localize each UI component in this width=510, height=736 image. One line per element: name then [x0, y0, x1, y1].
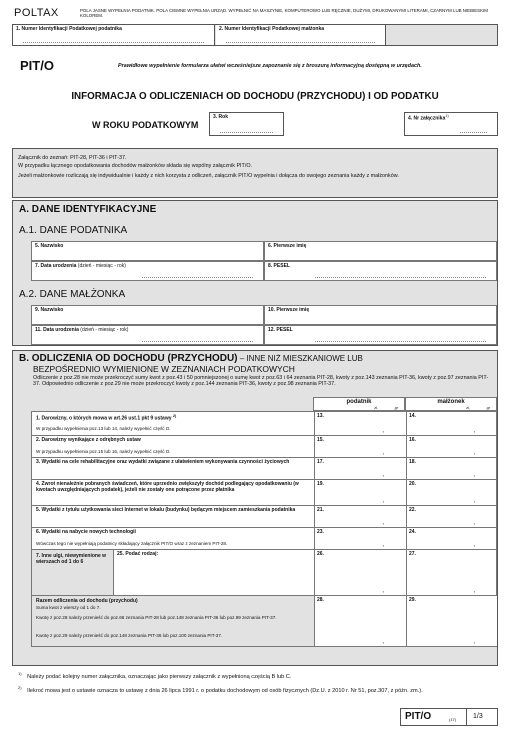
table-row	[32, 550, 496, 596]
amount-23[interactable]: 23. ,	[317, 529, 384, 548]
nip-spouse-field[interactable]: 2. Numer Identyfikacji Podatkowej małżonka	[216, 25, 386, 45]
amount-13[interactable]: 13. ,	[317, 413, 384, 434]
table-row-total: Razem odliczenia od dochodu (przychodu) Suma kwot z wierszy od 1 do 7. Kwotę z poz.28 należy przenieść do poz.66 zeznania PIT-28 lub poz.148 zeznania PIT-36 lub poz.99 zeznania PIT-37. Kwotę z poz.29 należy przenieść do poz.148 zeznania PIT-36 lub poz.100 zeznania PIT-37. 28. , 29. ,	[32, 596, 496, 646]
table-row: 2. Darowizny wynikające z odrębnych ustaw W przypadku wypełnienia poz.15 lub 16, należy wypełnić część D. 15. , 16. ,	[32, 436, 496, 458]
row7-label: 7. Inne ulgi, niewymienione w wierszach od 1 do 6	[36, 553, 107, 565]
section-b-title: B. ODLICZENIA OD DOCHODU (PRZYCHODU) – INNE NIŻ MIESZKANIOWE LUB	[19, 353, 363, 364]
amount-21[interactable]: 21. ,	[317, 507, 384, 526]
section-a2-title: A.2. DANE MAŁŻONKA	[19, 289, 126, 300]
footer-box	[400, 708, 498, 726]
spouse-pesel-field[interactable]: 12. PESEL	[264, 325, 497, 345]
spouse-first-name-field[interactable]: 10. Pierwsze imię	[264, 305, 497, 325]
deductions-table	[31, 411, 497, 647]
nip-box	[12, 24, 498, 46]
table-row: 5. Wydatki z tytułu użytkowania sieci Internet w lokalu (budynku) będącym miejscem zamieszkania podatnika 21. , 22. ,	[32, 506, 496, 528]
footer-version: (17)	[449, 717, 457, 722]
amount-19[interactable]: 19. ,	[317, 481, 384, 504]
section-a	[12, 200, 498, 346]
table-row: 3. Wydatki na cele rehabilitacyjne oraz wydatki związane z ułatwieniem wykonywania czynności życiowych 17. , 18. ,	[32, 458, 496, 480]
footnote-1: $^{1)}$ Należy podać kolejny numer załącznika, oznaczając jako pierwszy załącznik z wypełnioną częścią B lub C.	[18, 671, 292, 680]
table-row: 6. Wydatki na nabycie nowych technologii Wówczas tego nie wypełniają podatnicy składający załącznik PIT/O wraz z zeznaniem PIT-28. 23. , 24. ,	[32, 528, 496, 550]
amount-20[interactable]: 20. ,	[409, 481, 475, 504]
amount-27[interactable]: 27. ,	[409, 551, 475, 594]
intro-box: Załącznik do zeznań: PIT-28, PIT-36 i PIT-37. W przypadku łącznego opodatkowania dochodów małżonków składa się wspólny załącznik PIT/O. Jeżeli małżonkowie rozliczają się indywidualnie i każdy z nich korzysta z odliczeń, załącznik PIT/O wypełnia i dołącza do swojego zeznania każdy z małżonków.	[12, 148, 498, 198]
footer-form-code: PIT/O	[405, 711, 432, 722]
attachment-number-field[interactable]: 4. Nr załącznika$^{1)}$	[404, 112, 498, 136]
amount-28[interactable]: 28. ,	[315, 596, 406, 646]
other-deduction-type-field[interactable]: 25. Podać rodzaj:	[117, 551, 159, 557]
col-header-taxpayer: podatnik zł, gr	[313, 397, 405, 411]
table-row: 1. Darowizny, o których mowa w art.26 ust.1 pkt 9 ustawy $^{2)}$ W przypadku wypełnienia poz.13 lub 14, należy wypełnić część D. 13. , 14. ,	[32, 412, 496, 436]
year-label: W ROKU PODATKOWYM	[92, 120, 199, 130]
amount-24[interactable]: 24. ,	[409, 529, 475, 548]
amount-16[interactable]: 16. ,	[409, 437, 475, 456]
year-field[interactable]: 3. Rok	[209, 112, 284, 136]
form-instruction: Prawidłowe wypełnienie formularza ułatwi wcześniejsze zapoznanie się z broszurą informacyjną dostępną w urzędach.	[118, 63, 422, 69]
amount-18[interactable]: 18. ,	[409, 459, 475, 478]
first-name-field[interactable]: 6. Pierwsze imię	[264, 241, 497, 261]
table-row: 4. Zwrot nienależnie pobranych świadczeń, które uprzednio zwiększyły dochód podlegający opodatkowaniu (w kwotach uwzględniających podatek), jeżeli nie zostały one potrącone przez płatnika 19. , 20. ,	[32, 480, 496, 506]
nip-taxpayer-field[interactable]: 1. Numer Identyfikacji Podatkowej podatnika	[13, 25, 215, 45]
amount-26[interactable]: 26. ,	[317, 551, 384, 594]
section-a-title: A. DANE IDENTYFIKACYJNE	[19, 204, 157, 215]
form-code: PIT/O	[20, 58, 54, 73]
form-title: INFORMACJA O ODLICZENIACH OD DOCHODU (PRZYCHODU) I OD PODATKU	[71, 91, 439, 102]
section-b-desc: Odliczenie z poz.28 nie może przekroczyć sumy kwot z poz.43 i 50 pomniejszonej o sumę kwot z poz.63 i 64 zeznania PIT-28, kwoty z poz.143 zeznania PIT-36, kwoty z poz.97 zeznania PIT-37. Odpowiednio odliczenie z poz.29 nie może przekroczyć kwoty z poz.144 zeznania PIT-36, kwoty z poz.98 zeznania PIT-37.	[33, 375, 489, 388]
surname-field[interactable]: 5. Nazwisko	[31, 241, 264, 261]
page-number: 1/3	[473, 713, 483, 720]
spouse-surname-field[interactable]: 9. Nazwisko	[31, 305, 264, 325]
amount-17[interactable]: 17. ,	[317, 459, 384, 478]
pesel-field[interactable]: 8. PESEL	[264, 261, 497, 281]
spouse-birth-date-field[interactable]: 11. Data urodzenia (dzień - miesiąc - rok)	[31, 325, 264, 345]
amount-14[interactable]: 14. ,	[409, 413, 475, 434]
amount-15[interactable]: 15. ,	[317, 437, 384, 456]
amount-29[interactable]: 29. ,	[407, 596, 497, 646]
poltax-logo: POLTAX	[14, 7, 59, 19]
birth-date-field[interactable]: 7. Data urodzenia (dzień - miesiąc - rok)	[31, 261, 264, 281]
footnote-2: $^{2)}$ Ilekroć mowa jest o ustawie oznacza to ustawę z dnia 26 lipca 1991 r. o podatku dochodowym od osób fizycznych (Dz.U. z 2010 r. Nr 51, poz.307, z późn. zm.).	[18, 685, 423, 694]
header-note: POLA JASNE WYPEŁNIA PODATNIK. POLA CIEMNE WYPEŁNIA URZĄD. WYPEŁNIĆ NA MASZYNIE, KOMPUTEROWO LUB RĘCZNIE, DUŻYMI, DRUKOWANYMI LITERAMI, CZARNYM LUB NIEBIESKIM KOLOREM.	[80, 8, 488, 19]
amount-22[interactable]: 22. ,	[409, 507, 475, 526]
section-b	[12, 350, 498, 666]
col-header-spouse: małżonek zł, gr	[405, 397, 497, 411]
section-a1-title: A.1. DANE PODATNIKA	[19, 225, 128, 236]
section-b-title-line2: BEZPOŚREDNIO WYMIENIONE W ZEZNANIACH PODATKOWYCH	[33, 364, 295, 374]
